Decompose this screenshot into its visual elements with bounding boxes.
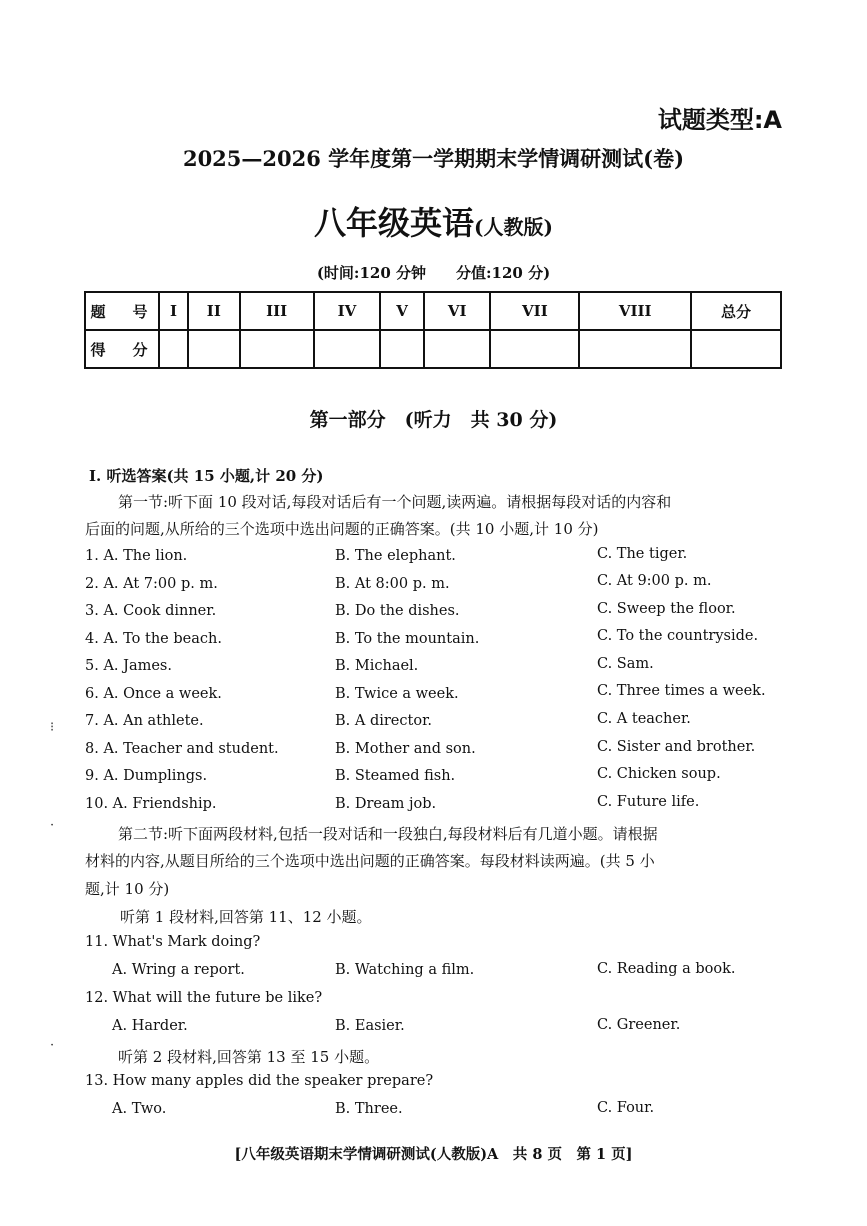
option-a: A. Two. <box>112 1101 167 1117</box>
score-table-col: V <box>380 292 424 330</box>
score-table-col: I <box>159 292 188 330</box>
instruction-line: 第二节:听下面两段材料,包括一段对话和一段独白,每段材料后有几道小题。请根据 <box>118 825 658 843</box>
option-a: A. Wring a report. <box>112 962 245 978</box>
score-table-col: VII <box>490 292 579 330</box>
option-b: B. Twice a week. <box>335 686 459 702</box>
option-a: 9. A. Dumplings. <box>85 768 208 784</box>
score-table-row-label: 得 分 <box>85 330 159 368</box>
instruction-line: 材料的内容,从题目所给的三个选项中选出问题的正确答案。每段材料读两遍。(共 5 小 <box>85 852 655 870</box>
option-a: 6. A. Once a week. <box>85 686 222 702</box>
option-c: C. Reading a book. <box>597 961 736 977</box>
score-cell <box>188 330 240 368</box>
subject-title <box>0 198 867 244</box>
score-cell <box>424 330 490 368</box>
score-table-col: II <box>188 292 240 330</box>
option-c: C. The tiger. <box>597 546 688 562</box>
question-stem: 13. How many apples did the speaker prepare? <box>85 1073 434 1089</box>
option-a: 8. A. Teacher and student. <box>85 741 279 757</box>
subject-name: 八年级英语 <box>314 204 475 242</box>
option-c: C. To the countryside. <box>597 628 759 644</box>
score-table-col: III <box>240 292 314 330</box>
exam-type-label: 试题类型:A <box>657 106 782 134</box>
score-table-header-row <box>85 292 781 330</box>
material-note: 听第 2 段材料,回答第 13 至 15 小题。 <box>118 1048 380 1066</box>
option-a: 5. A. James. <box>85 658 172 674</box>
instruction-line: 第一节:听下面 10 段对话,每段对话后有一个问题,读两遍。请根据每段对话的内容和 <box>118 493 672 511</box>
option-c: C. Four. <box>597 1100 655 1116</box>
material-note: 听第 1 段材料,回答第 11、12 小题。 <box>120 908 372 926</box>
option-b: B. Watching a film. <box>335 962 475 978</box>
option-a: 7. A. An athlete. <box>85 713 204 729</box>
option-c: C. Greener. <box>597 1017 681 1033</box>
option-b: B. Michael. <box>335 658 419 674</box>
binding-margin-mark: · <box>50 818 55 833</box>
option-c: C. Chicken soup. <box>597 766 721 782</box>
option-a: 10. A. Friendship. <box>85 796 217 812</box>
binding-margin-mark: ⁝ <box>50 720 55 735</box>
option-c: C. Three times a week. <box>597 683 766 699</box>
option-c: C. A teacher. <box>597 711 691 727</box>
score-table-col: VI <box>424 292 490 330</box>
option-a: 1. A. The lion. <box>85 548 188 564</box>
option-c: C. At 9:00 p. m. <box>597 573 712 589</box>
option-a: 2. A. At 7:00 p. m. <box>85 576 218 592</box>
score-cell <box>380 330 424 368</box>
option-c: C. Sweep the floor. <box>597 601 736 617</box>
option-b: B. Mother and son. <box>335 741 476 757</box>
option-b: B. Do the dishes. <box>335 603 460 619</box>
option-c: C. Future life. <box>597 794 700 810</box>
score-table-col: VIII <box>579 292 691 330</box>
instruction-line: 后面的问题,从所给的三个选项中选出问题的正确答案。(共 10 小题,计 10 分) <box>85 520 599 538</box>
option-a: A. Harder. <box>112 1018 188 1034</box>
binding-margin-mark: · <box>50 1038 55 1053</box>
option-a: 3. A. Cook dinner. <box>85 603 217 619</box>
part-title: 第一部分 (听力 共 30 分) <box>309 409 558 431</box>
time-score-info <box>0 262 867 283</box>
option-b: B. Steamed fish. <box>335 768 456 784</box>
option-b: B. Dream job. <box>335 796 437 812</box>
option-c: C. Sam. <box>597 656 654 672</box>
score-table-col: IV <box>314 292 380 330</box>
option-a: 4. A. To the beach. <box>85 631 222 647</box>
edition-label: (人教版) <box>474 215 553 239</box>
score-cell <box>314 330 380 368</box>
exam-title: 2025—2026 学年度第一学期期末学情调研测试(卷) <box>182 146 685 171</box>
score-table <box>84 291 782 369</box>
option-b: B. The elephant. <box>335 548 456 564</box>
page-footer: [八年级英语期末学情调研测试(人教版)A 共 8 页 第 1 页] <box>234 1146 633 1163</box>
score-table-col-total: 总分 <box>691 292 781 330</box>
section-title: I. 听选答案(共 15 小题,计 20 分) <box>89 467 324 485</box>
time-info: (时间:120 分钟 <box>316 264 426 282</box>
option-b: B. A director. <box>335 713 433 729</box>
question-stem: 12. What will the future be like? <box>85 990 323 1006</box>
score-info: 分值:120 分) <box>456 264 551 282</box>
option-b: B. To the mountain. <box>335 631 480 647</box>
option-b: B. Three. <box>335 1101 403 1117</box>
instruction-line: 题,计 10 分) <box>85 880 170 898</box>
question-stem: 11. What's Mark doing? <box>85 934 261 950</box>
option-c: C. Sister and brother. <box>597 739 756 755</box>
score-cell <box>691 330 781 368</box>
score-cell <box>159 330 188 368</box>
score-table-row-label: 题 号 <box>85 292 159 330</box>
score-table-score-row <box>85 330 781 368</box>
score-cell <box>490 330 579 368</box>
score-cell <box>579 330 691 368</box>
score-cell <box>240 330 314 368</box>
option-b: B. Easier. <box>335 1018 405 1034</box>
option-b: B. At 8:00 p. m. <box>335 576 450 592</box>
